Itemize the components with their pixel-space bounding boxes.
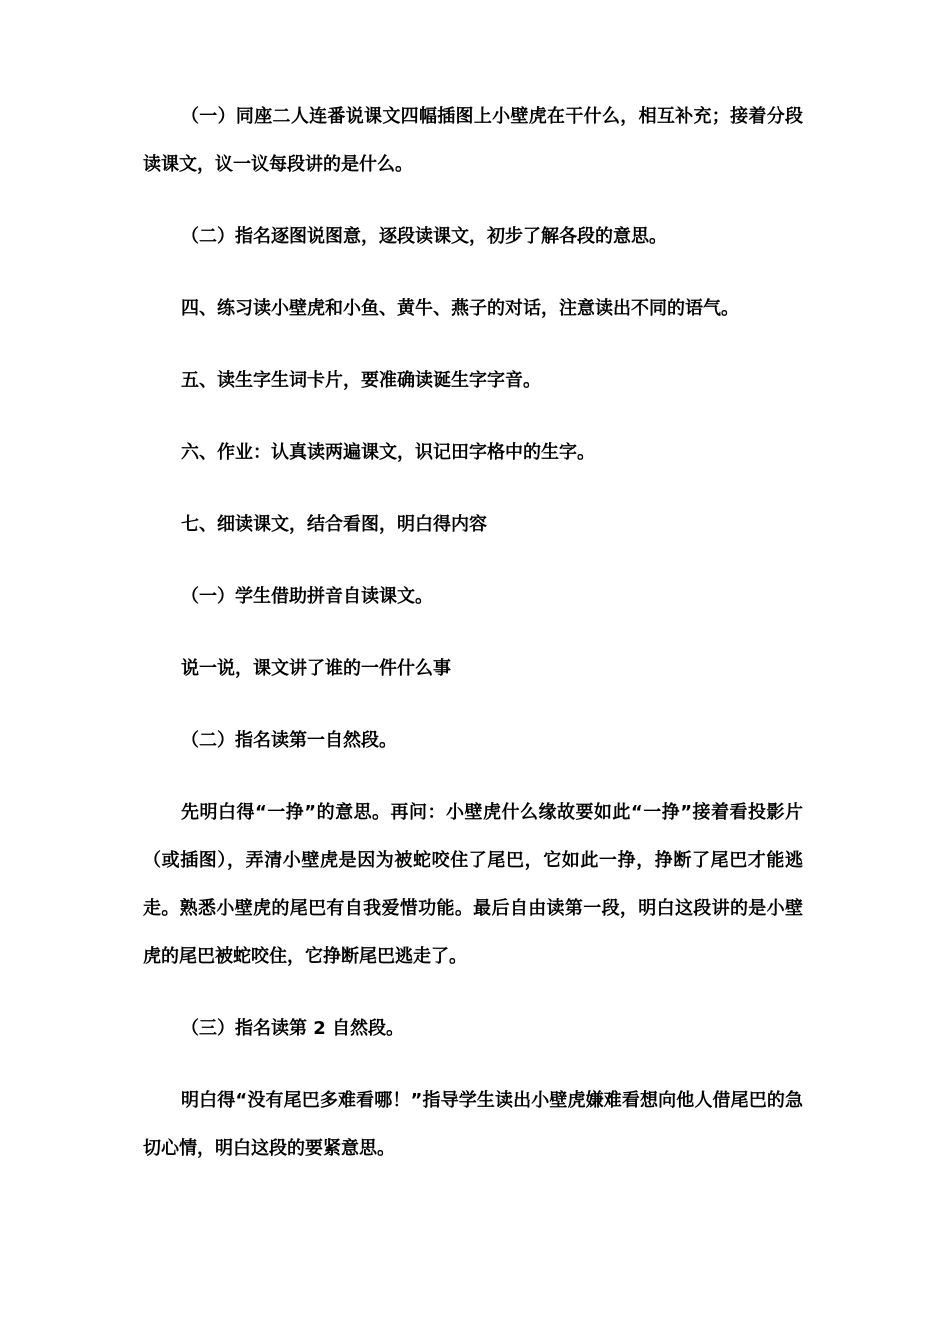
paragraph-1: （一）同座二人连番说课文四幅插图上小壁虎在干什么，相互补充；接着分段读课文，议一议每段讲的是什么。 [143,106,803,175]
document-body [143,93,803,1197]
paragraph-11: （三）指名读第 2 自然段。 [181,1018,405,1039]
paragraph-2: （二）指名逐图说图意，逐段读课文，初步了解各段的意思。 [181,226,667,247]
paragraph-12: 明白得“没有尾巴多难看哪！”指导学生读出小壁虎嫌难看想向他人借尾巴的急切心情，明白这段的要紧意思。 [143,1090,803,1159]
paragraph-10: 先明白得“一挣”的意思。再问：小壁虎什么缘故要如此“一挣”接着看投影片（或插图），弄清小壁虎是因为被蛇咬住了尾巴，它如此一挣，挣断了尾巴才能逃走。熟悉小壁虎的尾巴有自我爱惜功能。最后自由读第一段，明白这段讲的是小壁虎的尾巴被蛇咬住，它挣断尾巴逃走了。 [143,802,803,967]
paragraph-4: 五、读生字生词卡片，要准确读诞生字字音。 [181,370,541,391]
paragraph-7: （一）学生借助拼音自读课文。 [181,586,433,607]
paragraph-9: （二）指名读第一自然段。 [181,730,397,751]
paragraph-5: 六、作业：认真读两遍课文，识记田字格中的生字。 [181,442,595,463]
paragraph-6: 七、细读课文，结合看图，明白得内容 [181,514,487,535]
paragraph-8: 说一说，课文讲了谁的一件什么事 [181,658,451,679]
paragraph-3: 四、练习读小壁虎和小鱼、黄牛、燕子的对话，注意读出不同的语气。 [181,298,739,319]
